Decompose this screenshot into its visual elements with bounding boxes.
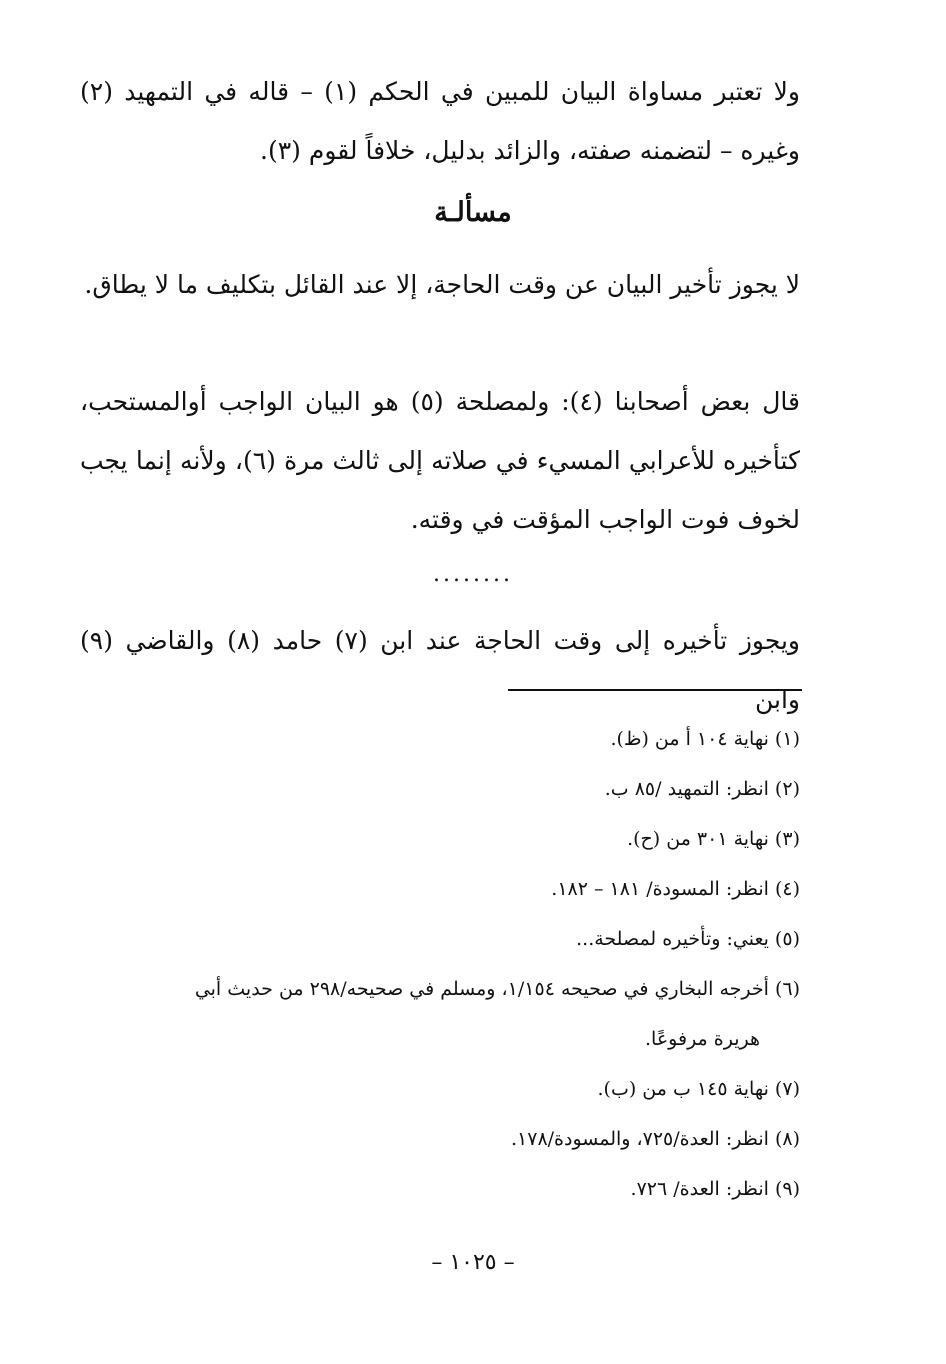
footnotes	[80, 714, 800, 1214]
section-heading: مسألـة	[434, 197, 512, 228]
footnote-item: (١) نهاية ١٠٤ أ من (ظ).	[610, 728, 800, 750]
footnote-divider	[508, 689, 802, 691]
footnote-item: (٩) انظر: العدة/ ٧٢٦.	[630, 1178, 800, 1200]
paragraph-companions: قال بعض أصحابنا (٤): ولمصلحة (٥) هو البيان الواجب أوالمستحب، كتأخيره للأعرابي المسيء في صلاته إلى ثالث مرة (٦)، ولأنه إنما يجب لخوف فوت الواجب المؤقت في وقته.	[80, 387, 800, 534]
paragraph-rule: لا يجوز تأخير البيان عن وقت الحاجة، إلا عند القائل بتكليف ما لا يطاق.	[84, 270, 800, 299]
footnote-item: (٣) نهاية ٣٠١ من (ح).	[627, 828, 800, 850]
footnote-continuation: هريرة مرفوعًا.	[645, 1028, 760, 1050]
footnote-item: (٧) نهاية ١٤٥ ب من (ب).	[597, 1078, 800, 1100]
page-number: – ١٠٢٥ –	[431, 1250, 515, 1275]
paragraph-intro: ولا تعتبر مساواة البيان للمبين في الحكم (١) – قاله في التمهيد (٢) وغيره – لتضمنه صفته، والزائد بدليل، خلافاً لقوم (٣).	[80, 77, 800, 165]
footnote-item: (٦) أخرجه البخاري في صحيحه ١/١٥٤، ومسلم في صحيحه/٢٩٨ من حديث أبي	[194, 978, 800, 1000]
footnote-item: (٢) انظر: التمهيد /٨٥ ب.	[604, 778, 800, 800]
ellipsis-separator: ........	[433, 562, 513, 587]
footnote-item: (٤) انظر: المسودة/ ١٨١ – ١٨٢.	[551, 878, 800, 900]
footnote-item: (٥) يعني: وتأخيره لمصلحة...	[576, 928, 800, 950]
footnote-item: (٨) انظر: العدة/٧٢٥، والمسودة/١٧٨.	[510, 1128, 800, 1150]
paragraph-delay: ويجوز تأخيره إلى وقت الحاجة عند ابن (٧) حامد (٨) والقاضي (٩) وابن	[80, 626, 800, 714]
